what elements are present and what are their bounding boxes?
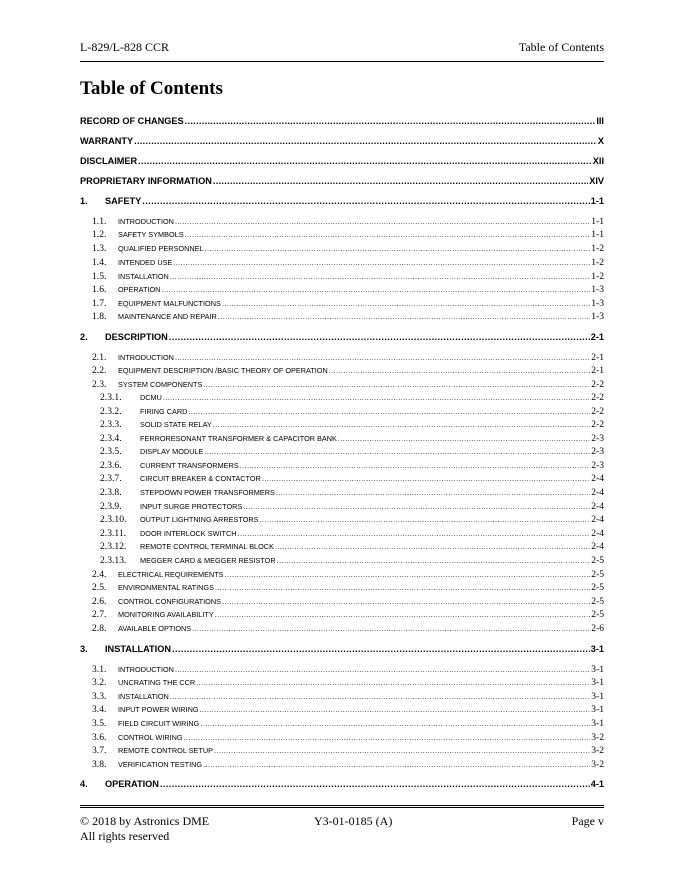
dot-leader: [260, 515, 591, 524]
toc-entry-title: INTRODUCTION: [118, 665, 174, 674]
toc-entry-title: INPUT POWER WIRING: [118, 705, 199, 714]
dot-leader: [237, 529, 590, 538]
toc-entry-number: 1.8.: [92, 311, 107, 322]
dot-leader: [169, 332, 590, 342]
toc-entry-number: 2.1.: [92, 352, 107, 363]
dot-leader: [184, 733, 591, 742]
dot-leader: [243, 502, 590, 511]
toc-entry-title: CURRENT TRANSFORMERS: [140, 461, 239, 470]
dot-leader: [275, 542, 590, 551]
toc-entry[interactable]: [80, 243, 604, 254]
toc-entry-number: 3.4.: [92, 704, 107, 715]
toc-entry-page: 1-1: [590, 196, 604, 206]
toc-entry-number: 2.3.6.: [100, 460, 122, 471]
toc-entry-page: 2-4: [591, 528, 604, 539]
dot-leader: [172, 644, 590, 654]
dot-leader: [175, 353, 590, 362]
dot-leader: [204, 447, 590, 456]
dot-leader: [213, 420, 590, 429]
toc-entry-title: ELECTRICAL REQUIREMENTS: [118, 570, 224, 579]
toc-entry[interactable]: [80, 365, 604, 376]
toc-entry[interactable]: [80, 664, 604, 675]
toc-entry-number: 2.3.11.: [100, 528, 127, 539]
toc-entry[interactable]: [80, 257, 604, 268]
toc-entry[interactable]: [80, 569, 604, 580]
toc-entry-number: 2.5.: [92, 582, 107, 593]
toc-entry[interactable]: [80, 732, 604, 743]
dot-leader: [173, 258, 590, 267]
dot-leader: [175, 217, 590, 226]
toc-entry[interactable]: [80, 704, 604, 715]
toc-entry-number: 2.3.2.: [100, 406, 122, 417]
toc-entry-page: 2-1: [591, 365, 604, 376]
footer-copyright: © 2018 by Astronics DME: [80, 814, 210, 828]
toc-entry[interactable]: [80, 419, 604, 430]
header-document-title: L-829/L-828 CCR: [80, 40, 169, 54]
toc-entry-number: 2.3.: [92, 379, 107, 390]
toc-entry-title: RECORD OF CHANGES: [80, 116, 184, 126]
toc-entry-title: FERRORESONANT TRANSFORMER & CAPACITOR BANK: [140, 434, 337, 443]
dot-leader: [200, 719, 590, 728]
dot-leader: [200, 705, 591, 714]
dot-leader: [170, 692, 590, 701]
dot-leader: [196, 678, 590, 687]
toc-entry-number: 3.2.: [92, 677, 107, 688]
toc-entry-page: 2-4: [591, 473, 604, 484]
toc-entry-page: 1-1: [591, 229, 604, 240]
toc-entry[interactable]: [80, 623, 604, 634]
toc-entry-number: 3.3.: [92, 691, 107, 702]
dot-leader: [142, 196, 589, 206]
toc-entry[interactable]: [80, 677, 604, 688]
toc-entry-number: 3.1.: [92, 664, 107, 675]
dot-leader: [213, 176, 588, 186]
toc-entry[interactable]: [80, 392, 604, 403]
toc-entry-page: 1-3: [591, 311, 604, 322]
toc-entry-number: 3.8.: [92, 759, 107, 770]
dot-leader: [175, 665, 590, 674]
toc-entry[interactable]: [80, 156, 604, 166]
toc-entry[interactable]: [80, 691, 604, 702]
dot-leader: [329, 366, 590, 375]
dot-leader: [222, 597, 590, 606]
toc-entry-number: 2.3.1.: [100, 392, 122, 403]
toc-entry-title: DISPLAY MODULE: [140, 447, 204, 456]
toc-entry-page: 3-1: [591, 677, 604, 688]
toc-entry-page: 2-6: [591, 623, 604, 634]
toc-entry-title: MEGGER CARD & MEGGER RESISTOR: [140, 556, 276, 565]
toc-entry-number: 1.1.: [92, 216, 107, 227]
toc-entry-number: 1.2.: [92, 229, 107, 240]
dot-leader: [218, 312, 590, 321]
toc-entry-title: SAFETY SYMBOLS: [118, 230, 184, 239]
dot-leader: [214, 746, 590, 755]
toc-entry-page: 2-1: [591, 352, 604, 363]
toc-entry-title: STEPDOWN POWER TRANSFORMERS: [140, 488, 275, 497]
dot-leader: [203, 380, 590, 389]
toc-entry-title: OPERATION: [105, 779, 159, 789]
toc-entry-page: 3-1: [590, 644, 604, 654]
toc-entry-page: 2-1: [590, 332, 604, 342]
toc-entry[interactable]: [80, 745, 604, 756]
toc-entry-title: OPERATION: [118, 285, 161, 294]
toc-entry[interactable]: [80, 352, 604, 363]
toc-entry-page: 2-3: [591, 460, 604, 471]
toc-entry-number: 2.3.10.: [100, 514, 127, 525]
toc-entry-number: 1.5.: [92, 271, 107, 282]
toc-entry-number: 2.2.: [92, 365, 107, 376]
toc-entry-number: 2.3.8.: [100, 487, 122, 498]
toc-entry-title: INSTALLATION: [118, 272, 169, 281]
footer-rights: All rights reserved: [80, 829, 170, 843]
toc-entry-title: MONITORING AVAILABILITY: [118, 610, 214, 619]
footer-doc-number: Y3-01-0185 (A): [314, 814, 393, 828]
toc-entry-page: 3-1: [591, 704, 604, 715]
toc-entry-title: UNCRATING THE CCR: [118, 678, 196, 687]
toc-entry-page: 1-3: [591, 284, 604, 295]
toc-entry-page: 2-5: [591, 596, 604, 607]
toc-entry-title: REMOTE CONTROL TERMINAL BLOCK: [140, 542, 274, 551]
toc-entry[interactable]: [80, 379, 604, 390]
toc-entry[interactable]: [80, 196, 604, 206]
toc-entry-page: 2-5: [591, 609, 604, 620]
dot-leader: [185, 230, 591, 239]
toc-entry-title: SOLID STATE RELAY: [140, 420, 212, 429]
toc-entry-title: ENVIRONMENTAL RATINGS: [118, 583, 214, 592]
toc-entry-page: 3-2: [591, 759, 604, 770]
toc-entry-title: DISCLAIMER: [80, 156, 138, 166]
toc-entry[interactable]: [80, 718, 604, 729]
toc-entry-page: 2-3: [591, 433, 604, 444]
dot-leader: [188, 407, 590, 416]
toc-entry-title: DCMU: [140, 393, 162, 402]
toc-entry-title: MAINTENANCE AND REPAIR: [118, 312, 217, 321]
toc-entry-number: 3.: [80, 644, 88, 654]
dot-leader: [222, 299, 590, 308]
toc-entry[interactable]: [80, 116, 604, 126]
dot-leader: [160, 779, 590, 789]
toc-entry-title: WARRANTY: [80, 136, 134, 146]
toc-entry-title: INTRODUCTION: [118, 217, 174, 226]
toc-entry-page: 2-5: [591, 569, 604, 580]
dot-leader: [276, 488, 590, 497]
toc-entry-page: 2-2: [591, 379, 604, 390]
toc-entry-page: 2-3: [591, 446, 604, 457]
toc-entry[interactable]: [80, 446, 604, 457]
dot-leader: [338, 434, 590, 443]
toc-entry-page: XIV: [589, 176, 604, 186]
toc-entry-title: DOOR INTERLOCK SWITCH: [140, 529, 237, 538]
toc-entry-title: OUTPUT LIGHTNING ARRESTORS: [140, 515, 259, 524]
toc-entry-page: 3-1: [591, 691, 604, 702]
toc-entry-page: 1-3: [591, 298, 604, 309]
toc-entry-title: FIELD CIRCUIT WIRING: [118, 719, 200, 728]
dot-leader: [161, 285, 590, 294]
toc-entry-page: X: [597, 136, 604, 146]
toc-entry-title: AVAILABLE OPTIONS: [118, 624, 192, 633]
toc-entry[interactable]: [80, 229, 604, 240]
toc-entry[interactable]: [80, 284, 604, 295]
toc-entry[interactable]: [80, 473, 604, 484]
toc-entry-number: 2.3.9.: [100, 501, 122, 512]
toc-entry[interactable]: [80, 332, 604, 342]
dot-leader: [138, 156, 592, 166]
toc-entry-page: III: [596, 116, 604, 126]
dot-leader: [203, 760, 590, 769]
toc-entry[interactable]: [80, 433, 604, 444]
toc-entry-page: 2-2: [591, 419, 604, 430]
toc-entry-number: 2.3.3.: [100, 419, 122, 430]
toc-entry[interactable]: [80, 596, 604, 607]
toc-entry-page: 2-4: [591, 541, 604, 552]
toc-entry-title: EQUIPMENT DESCRIPTION /BASIC THEORY OF OPERATION: [118, 366, 328, 375]
toc-entry-title: EQUIPMENT MALFUNCTIONS: [118, 299, 221, 308]
toc-entry-number: 1.6.: [92, 284, 107, 295]
toc-entry-title: REMOTE CONTROL SETUP: [118, 746, 214, 755]
toc-entry-number: 2.3.7.: [100, 473, 122, 484]
toc-entry-page: 2-4: [591, 514, 604, 525]
toc-entry-number: 2.7.: [92, 609, 107, 620]
toc-entry-number: 3.6.: [92, 732, 107, 743]
toc-entry[interactable]: [80, 487, 604, 498]
toc-entry[interactable]: [80, 541, 604, 552]
toc-entry-page: 3-2: [591, 745, 604, 756]
toc-entry-page: 2-5: [591, 555, 604, 566]
dot-leader: [205, 244, 591, 253]
toc-entry-title: FIRING CARD: [140, 407, 188, 416]
toc-entry[interactable]: [80, 582, 604, 593]
toc-entry-number: 2.3.5.: [100, 446, 122, 457]
header-section-title: Table of Contents: [518, 40, 604, 54]
toc-entry-number: 3.5.: [92, 718, 107, 729]
toc-entry[interactable]: [80, 555, 604, 566]
dot-leader: [277, 556, 591, 565]
toc-entry[interactable]: [80, 779, 604, 789]
page-title: Table of Contents: [80, 78, 223, 99]
toc-entry-page: 2-5: [591, 582, 604, 593]
toc-entry-page: 1-2: [591, 243, 604, 254]
toc-entry-title: CONTROL WIRING: [118, 733, 183, 742]
toc-entry[interactable]: [80, 406, 604, 417]
toc-entry-number: 2.3.4.: [100, 433, 122, 444]
page-footer: [80, 805, 604, 843]
dot-leader: [262, 474, 590, 483]
toc-entry-page: 3-1: [591, 664, 604, 675]
toc-entry-page: XII: [592, 156, 604, 166]
toc-entry[interactable]: [80, 176, 604, 186]
toc-entry[interactable]: [80, 501, 604, 512]
toc-entry-page: 2-4: [591, 487, 604, 498]
toc-entry-number: 1.4.: [92, 257, 107, 268]
toc-entry-number: 1.: [80, 196, 88, 206]
toc-entry[interactable]: [80, 311, 604, 322]
toc-entry[interactable]: [80, 759, 604, 770]
toc-entry[interactable]: [80, 460, 604, 471]
dot-leader: [185, 116, 596, 126]
toc-entry-number: 1.3.: [92, 243, 107, 254]
toc-entry[interactable]: [80, 528, 604, 539]
footer-page-number: Page v: [571, 814, 604, 828]
toc-entry[interactable]: [80, 136, 604, 146]
toc-entry-title: INSTALLATION: [105, 644, 172, 654]
dot-leader: [192, 624, 590, 633]
toc-entry-title: SYSTEM COMPONENTS: [118, 380, 203, 389]
toc-entry-number: 2.8.: [92, 623, 107, 634]
toc-entry-title: INTENDED USE: [118, 258, 173, 267]
toc-entry-page: 1-1: [591, 216, 604, 227]
toc-entry-number: 2.6.: [92, 596, 107, 607]
dot-leader: [225, 570, 591, 579]
toc-entry-number: 2.3.12.: [100, 541, 127, 552]
toc-entry[interactable]: [80, 271, 604, 282]
dot-leader: [170, 272, 590, 281]
toc-entry-page: 2-2: [591, 406, 604, 417]
toc-entry-title: INTRODUCTION: [118, 353, 174, 362]
page-header: [80, 40, 604, 62]
toc-entry[interactable]: [80, 216, 604, 227]
dot-leader: [215, 610, 591, 619]
toc-entry-number: 2.4.: [92, 569, 107, 580]
toc-entry[interactable]: [80, 514, 604, 525]
dot-leader: [163, 393, 590, 402]
toc-entry-page: 1-2: [591, 271, 604, 282]
toc-entry-page: 4-1: [590, 779, 604, 789]
toc-entry-page: 3-2: [591, 732, 604, 743]
toc-entry-title: CONTROL CONFIGURATIONS: [118, 597, 221, 606]
toc-entry[interactable]: [80, 609, 604, 620]
toc-entry-page: 3-1: [591, 718, 604, 729]
toc-entry-title: PROPRIETARY INFORMATION: [80, 176, 212, 186]
dot-leader: [215, 583, 590, 592]
toc-entry-title: VERIFICATION TESTING: [118, 760, 203, 769]
dot-leader: [134, 136, 597, 146]
toc-entry-page: 1-2: [591, 257, 604, 268]
toc-entry-number: 3.7.: [92, 745, 107, 756]
toc-entry-page: 2-4: [591, 501, 604, 512]
toc-entry[interactable]: [80, 644, 604, 654]
toc-entry-number: 2.: [80, 332, 88, 342]
toc-entry-title: QUALIFIED PERSONNEL: [118, 244, 204, 253]
toc-entry[interactable]: [80, 298, 604, 309]
toc-entry-number: 1.7.: [92, 298, 107, 309]
toc-entry-title: INPUT SURGE PROTECTORS: [140, 502, 243, 511]
dot-leader: [240, 461, 591, 470]
toc-entry-title: SAFETY: [105, 196, 142, 206]
toc-entry-number: 2.3.13.: [100, 555, 127, 566]
toc-entry-page: 2-2: [591, 392, 604, 403]
toc-entry-title: DESCRIPTION: [105, 332, 168, 342]
toc-entry-title: INSTALLATION: [118, 692, 169, 701]
toc-entry-title: CIRCUIT BREAKER & CONTACTOR: [140, 474, 261, 483]
toc-entry-number: 4.: [80, 779, 88, 789]
